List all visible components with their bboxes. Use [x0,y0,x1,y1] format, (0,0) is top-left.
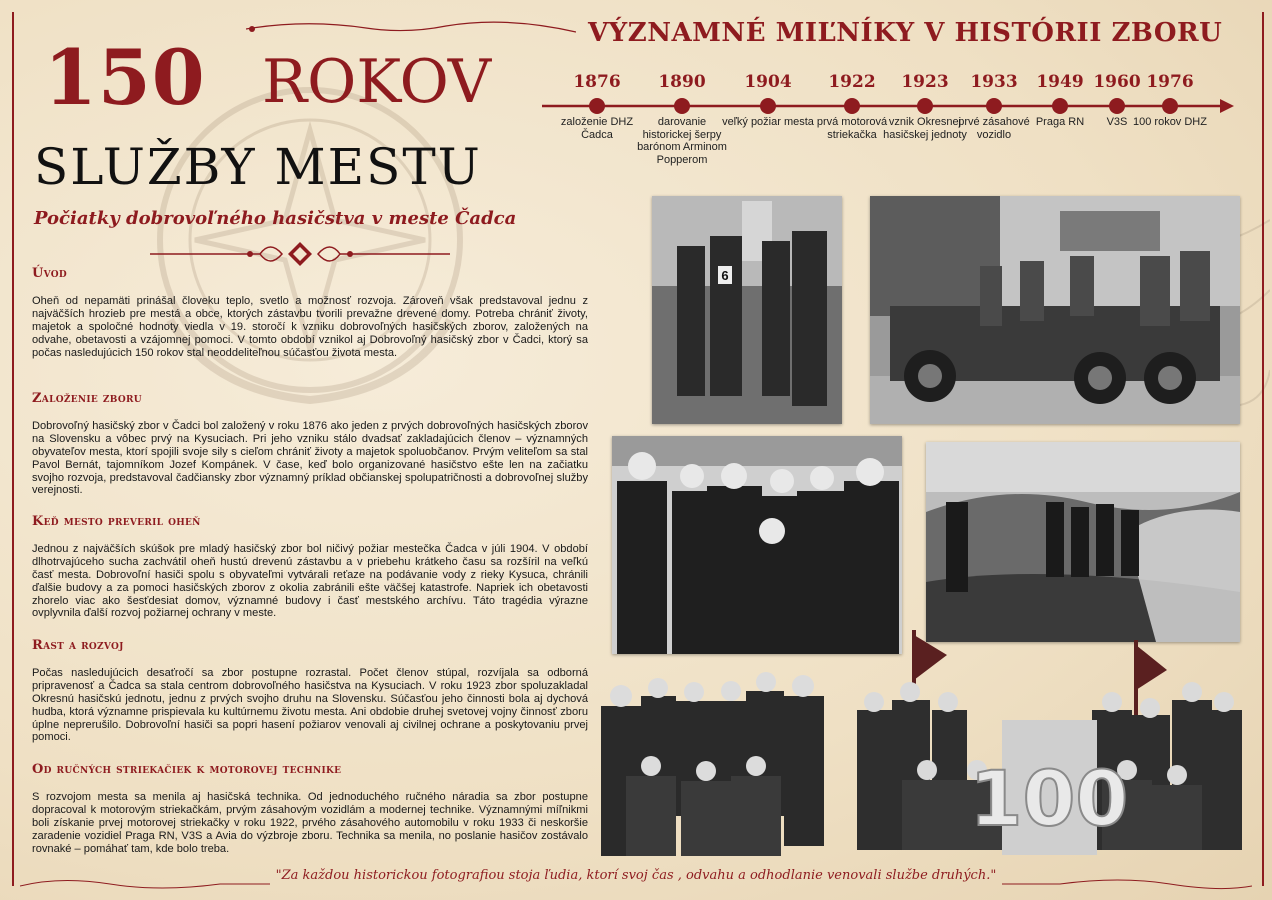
timeline-year: 1876 [573,72,621,92]
footer-quote: "Za každou historickou fotografiou stoja ľudia, ktorí svoj čas , odvahu a odhodlanie venovali službe druhých." [275,868,997,883]
timeline-label: V3S [1106,116,1128,128]
timeline-marker [1052,98,1068,114]
timeline-label: 100 rokov DHZ [1133,116,1207,128]
section-growth [32,640,588,744]
section-body: Dobrovoľný hasičský zbor v Čadci bol založený v roku 1876 ako jeden z prvých dobrovoľných hasičských zborov na Slovensku a vôbec prvý na Kysuciach. Pri jeho vzniku stálo dvadsať zakladajúcich členov – významných obyvateľov mesta, ktorí spojili svoje sily s cieľom chrániť životy a majetok spoluobčanov. Prvým veliteľom sa stal Pavol Bernát, tajomníkom Jozef Kompánek. V čase, keď bolo organizované hasičstvo ešte len na začiatku svojho rozvoja, predstavoval čadčiansky zbor významný príklad občianskej spolupatričnosti a dobrovoľnej služby verejnosti. [32,419,588,497]
divider-ornament [150,236,450,272]
timeline-year: 1933 [970,72,1018,92]
timeline-marker [1162,98,1178,114]
photo-firefighters-competition [652,196,842,424]
bib-number: 6 [721,268,729,283]
title-number: 150 [44,33,206,122]
title-line-2: SLUŽBY MESTU [34,138,482,196]
section-fire-1904 [32,516,588,620]
section-body: Oheň od nepamäti prinášal človeku teplo, svetlo a možnosť rozvoja. Zároveň však predstavoval jednu z najväčších hrozieb pre mestá a obce, ktorých zástavbu tvorili prevažne drevené domy. Potreba chrániť životy, majetok a spoločné hodnoty viedla v 19. storočí k vzniku dobrovoľných hasičských zborov, založených na odvahe, obetavosti a vzájomnej pomoci. V tomto období vznikol aj Dobrovoľný hasičský zbor v Čadci, ktorý sa počas nasledujúcich 150 rokov stal neoddeliteľnou súčasťou života mesta. [32,294,588,359]
section-body: Jednou z najväčších skúšok pre mladý hasičský zbor bol ničivý požiar mestečka Čadca v júli 1904. V období dlhotrvajúceho sucha zachvátil oheň hustú drevenú zástavbu a v priebehu krátkeho času sa rozšíril na veľkú časť mesta. Dobrovoľní hasiči spolu s obyvateľmi vytvárali reťaze na podávanie vody z rieky Kysuca, chránili ďalšie budovy a za pomoci hasičských zborov z okolia zabránili ešte väčšej katastrofe. Napriek ich obetavosti zhorelo viac ako šesťdesiat domov, významné budovy i časť mestského archívu. Táto tragédia výrazne ovplyvnila ďalší rozvoj požiarnej ochrany v meste. [32,542,588,620]
timeline-title: VÝZNAMNÉ MIĽNÍKY V HISTÓRII ZBORU [588,18,1223,48]
timeline-marker [844,98,860,114]
section-body: S rozvojom mesta sa menila aj hasičská technika. Od jednoduchého ručného náradia sa zbor postupne dopracoval k motorovým striekačkám, prvým zásahovým vozidlám a modernej technike. Významnými míľnikmi boli získanie prvej motorovej striekačky v roku 1922, prvého zásahového automobilu v roku 1933 či neskoršie zaradenie vozidiel Praga RN, V3S a Avia do výzbroje zboru. Technika sa menila, no poslanie hasičov zostávalo rovnaké – pomáhať tam, kde bolo treba. [32,790,588,855]
top-flourish [246,14,576,44]
page-subtitle: Počiatky dobrovoľného hasičstva v meste Čadca [34,208,517,229]
anniversary-100-sign: 100 [969,754,1129,843]
timeline-marker [986,98,1002,114]
section-heading: Od ručných striekačiek k motorovej technike [32,762,342,777]
timeline-year: 1904 [744,72,792,92]
timeline-marker [674,98,690,114]
section-technology [32,764,588,855]
timeline-year: 1923 [901,72,949,92]
timeline-year: 1949 [1036,72,1084,92]
timeline-year: 1922 [828,72,876,92]
timeline-label: darovanie historickej šerpy barónom Arminom Popperom [637,116,727,166]
timeline-marker [1109,98,1125,114]
timeline-label: prvá motorová striekačka [816,116,888,141]
section-heading: Rast a rozvoj [32,638,124,653]
section-body: Počas nasledujúcich desaťročí sa zbor postupne rozrastal. Počet členov stúpal, rozvíjala sa odborná pripravenosť a Čadca sa stala centrom dobrovoľného hasičstva na Kysuciach. V roku 1923 zbor spoluzakladal Okresnú hasičskú jednotu, jednu z prvých svojho druhu na Slovensku. Súčasťou jeho činnosti bola aj dychová hudba, ktorá významne prispievala ku kultúrnemu životu mesta. Ani obdobie druhej svetovej vojny činnosť zboru úplne neprerušilo. Dobrovoľní hasiči sa popri hasení požiarov venovali aj civilnej ochrane a poskytovaniu prvej pomoci. [32,666,588,744]
section-heading: Úvod [32,266,68,281]
section-intro [32,268,588,359]
section-founding [32,393,588,497]
title-word: ROKOV [262,47,492,117]
timeline-year: 1890 [658,72,706,92]
timeline-label: prvé zásahové vozidlo [958,116,1030,141]
photo-firefighting-drill [926,442,1240,642]
section-heading: Založenie zboru [32,391,142,406]
timeline-label: vznik Okresnej hasičskej jednoty [883,116,967,141]
photo-women-team [596,666,828,860]
timeline-marker [917,98,933,114]
timeline-label: veľký požiar mesta [722,116,814,128]
photo-group-portrait [612,436,902,654]
section-heading: Keď mesto preveril oheň [32,514,201,529]
photo-100-years-anniversary [852,630,1244,860]
timeline-year: 1976 [1146,72,1194,92]
timeline-label: Praga RN [1035,116,1085,128]
timeline-marker [589,98,605,114]
timeline-label: založenie DHZ Čadca [560,116,634,141]
timeline-marker [760,98,776,114]
photo-fire-truck-crew [870,196,1240,424]
timeline-year: 1960 [1093,72,1141,92]
